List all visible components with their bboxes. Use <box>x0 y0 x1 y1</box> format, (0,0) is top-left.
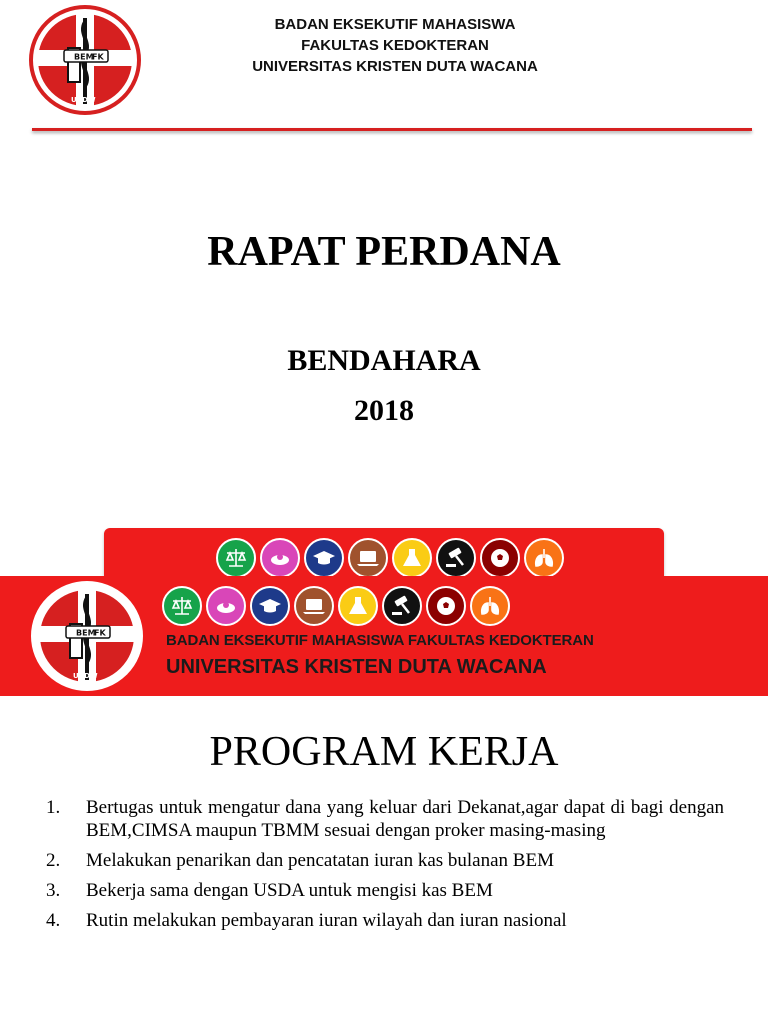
svg-text:UKDW: UKDW <box>71 96 96 104</box>
slide-program <box>0 576 768 1024</box>
list-item-text: Bertugas untuk mengatur dana yang keluar dari Dekanat,agar dapat di bagi dengan BEM,CIMSA maupun TBMM sesuai dengan proker masing-masing <box>86 797 724 841</box>
header-line-1: BADAN EKSEKUTIF MAHASISWA <box>274 16 516 33</box>
organization-header <box>150 14 640 77</box>
graduation-cap-icon <box>304 538 344 578</box>
svg-text:BEM: BEM <box>76 628 96 638</box>
list-item-text: Bekerja sama dengan USDA untuk mengisi kas BEM <box>86 880 493 901</box>
division-icon-row <box>162 586 510 626</box>
svg-text:UKDW: UKDW <box>73 672 98 680</box>
header-line-3: UNIVERSITAS KRISTEN DUTA WACANA <box>252 58 538 75</box>
bem-fk-ukdw-logo <box>30 580 144 692</box>
program-title: PROGRAM KERJA <box>209 729 559 775</box>
lungs-icon <box>524 538 564 578</box>
hands-icon <box>206 586 246 626</box>
flask-icon <box>338 586 378 626</box>
header-line-2: FAKULTAS KEDOKTERAN <box>301 37 489 54</box>
subtitle-role: BENDAHARA <box>287 344 481 377</box>
slide-subtitle <box>0 336 768 436</box>
list-item-number: 1. <box>46 797 61 818</box>
program-list <box>46 796 724 939</box>
header-divider <box>32 128 752 131</box>
svg-text:BEM: BEM <box>74 52 94 62</box>
hands-icon <box>260 538 300 578</box>
list-item <box>46 879 724 902</box>
list-item-number: 4. <box>46 910 61 931</box>
division-icon-row <box>216 538 564 578</box>
bem-fk-ukdw-logo <box>28 4 142 116</box>
svg-text:FK: FK <box>92 52 104 62</box>
laptop-icon <box>294 586 334 626</box>
band-org-name: BADAN EKSEKUTIF MAHASISWA FAKULTAS KEDOKTERAN <box>166 632 594 649</box>
flask-icon <box>392 538 432 578</box>
slide-title-text: RAPAT PERDANA <box>207 229 561 275</box>
gavel-icon <box>382 586 422 626</box>
list-item-number: 3. <box>46 880 61 901</box>
list-item-text: Melakukan penarikan dan pencatatan iuran kas bulanan BEM <box>86 850 554 871</box>
list-item <box>46 796 724 842</box>
lungs-icon <box>470 586 510 626</box>
svg-text:FK: FK <box>94 628 106 638</box>
laptop-icon <box>348 538 388 578</box>
band-university-name: UNIVERSITAS KRISTEN DUTA WACANA <box>166 656 547 678</box>
scales-icon <box>216 538 256 578</box>
scales-icon <box>162 586 202 626</box>
soccer-ball-icon <box>480 538 520 578</box>
list-item-number: 2. <box>46 850 61 871</box>
graduation-cap-icon <box>250 586 290 626</box>
gavel-icon <box>436 538 476 578</box>
subtitle-year: 2018 <box>354 394 414 427</box>
list-item <box>46 909 724 932</box>
soccer-ball-icon <box>426 586 466 626</box>
list-item-text: Rutin melakukan pembayaran iuran wilayah dan iuran nasional <box>86 910 567 931</box>
list-item <box>46 849 724 872</box>
